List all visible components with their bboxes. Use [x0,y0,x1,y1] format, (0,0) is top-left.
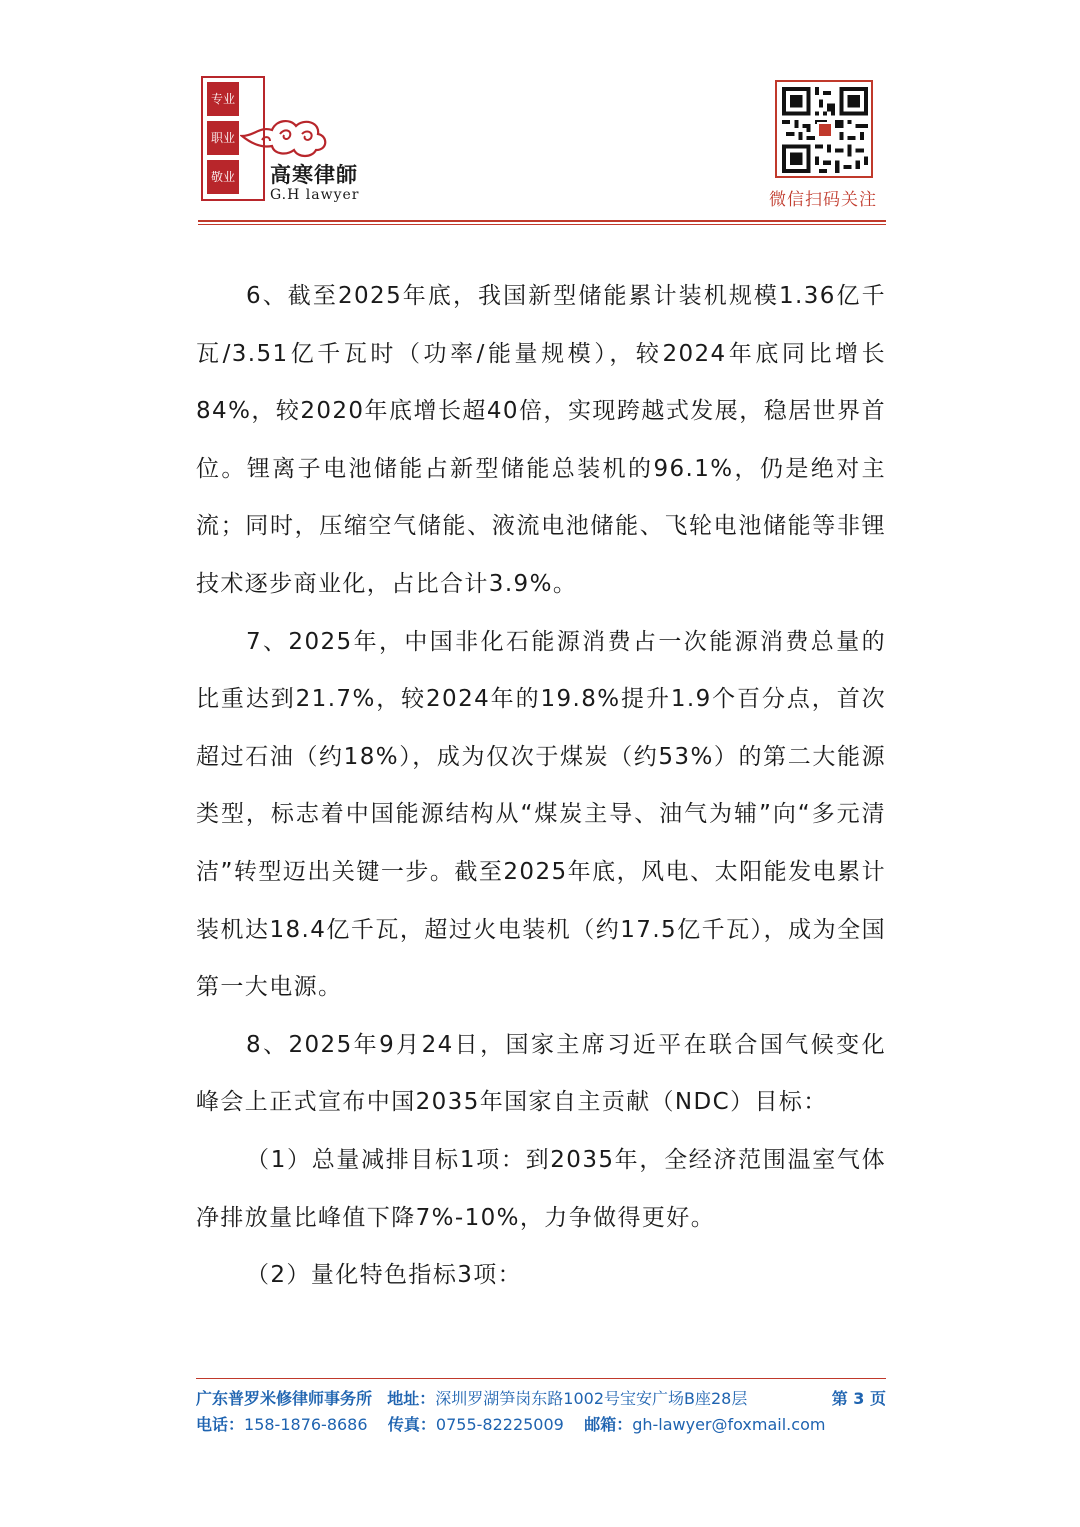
qr-code [775,80,873,178]
paragraph-8-item-2: （2）量化特色指标3项： [246,1262,523,1289]
paragraph-7: 7、2025年，中国非化石能源消费占一次能源消费总量的比重达到21.7%，较2024年的19.8%提升1.9个百分点，首次超过石油（约18%），成为仅次于煤炭（约53%）的第二大能源类型，标志着中国能源结构从“煤炭主导、油气为辅”向“多元清洁”转型迈出关键一步。截至2025年底，风电、太阳能发电累计装机达18.4亿千瓦，超过火电装机（约17.5亿千瓦），成为全国第一大电源。 [196,628,886,1001]
paragraph-6: 6、截至2025年底，我国新型储能累计装机规模1.36亿千瓦/3.51亿千瓦时（功率/能量规模），较2024年底同比增长84%，较2020年底增长超40倍，实现跨越式发展，稳居世界首位。锂离子电池储能占新型储能总装机的96.1%，仍是绝对主流；同时，压缩空气储能、液流电池储能、飞轮电池储能等非锂技术逐步商业化，占比合计3.9%。 [196,283,886,597]
footer-line-1 [196,1386,886,1412]
header-rule-thin [198,224,886,225]
firm-name-cn: 高寒律師 [270,162,358,187]
cloud-ornament-icon [240,114,330,164]
footer-email[interactable]: gh-lawyer@foxmail.com [632,1415,826,1434]
document-body [196,268,886,1305]
paragraph-8-item-1: （1）总量减排目标1项：到2035年，全经济范围温室气体净排放量比峰值下降7%-10%，力争做得更好。 [196,1146,886,1231]
page-number: 第 3 页 [831,1389,886,1408]
page-footer [196,1386,886,1438]
page-header [0,0,1080,230]
footer-line-2 [196,1412,886,1438]
logo-seal-3: 敬业 [207,160,239,194]
paragraph-8: 8、2025年9月24日，国家主席习近平在联合国气候变化峰会上正式宣布中国2035年国家自主贡献（NDC）目标： [196,1031,886,1116]
footer-email-label: 邮箱： [584,1415,633,1434]
footer-rule [196,1378,886,1379]
footer-phone: 158-1876-8686 [244,1415,368,1434]
logo-seal-2: 职业 [207,121,239,155]
footer-phone-label: 电话： [196,1415,245,1434]
footer-address: 深圳罗湖笋岗东路1002号宝安广场B座28层 [435,1389,748,1408]
header-rule [198,220,886,222]
footer-fax-label: 传真： [387,1415,436,1434]
footer-fax: 0755-82225009 [435,1415,564,1434]
footer-address-label: 地址： [387,1389,436,1408]
qr-caption: 微信扫码关注 [769,190,877,210]
qr-code-icon [782,87,868,173]
firm-name-en: G.H lawyer [270,187,360,203]
logo-seal-1: 专业 [207,82,239,116]
footer-firm: 广东普罗米修律师事务所 [196,1389,373,1408]
